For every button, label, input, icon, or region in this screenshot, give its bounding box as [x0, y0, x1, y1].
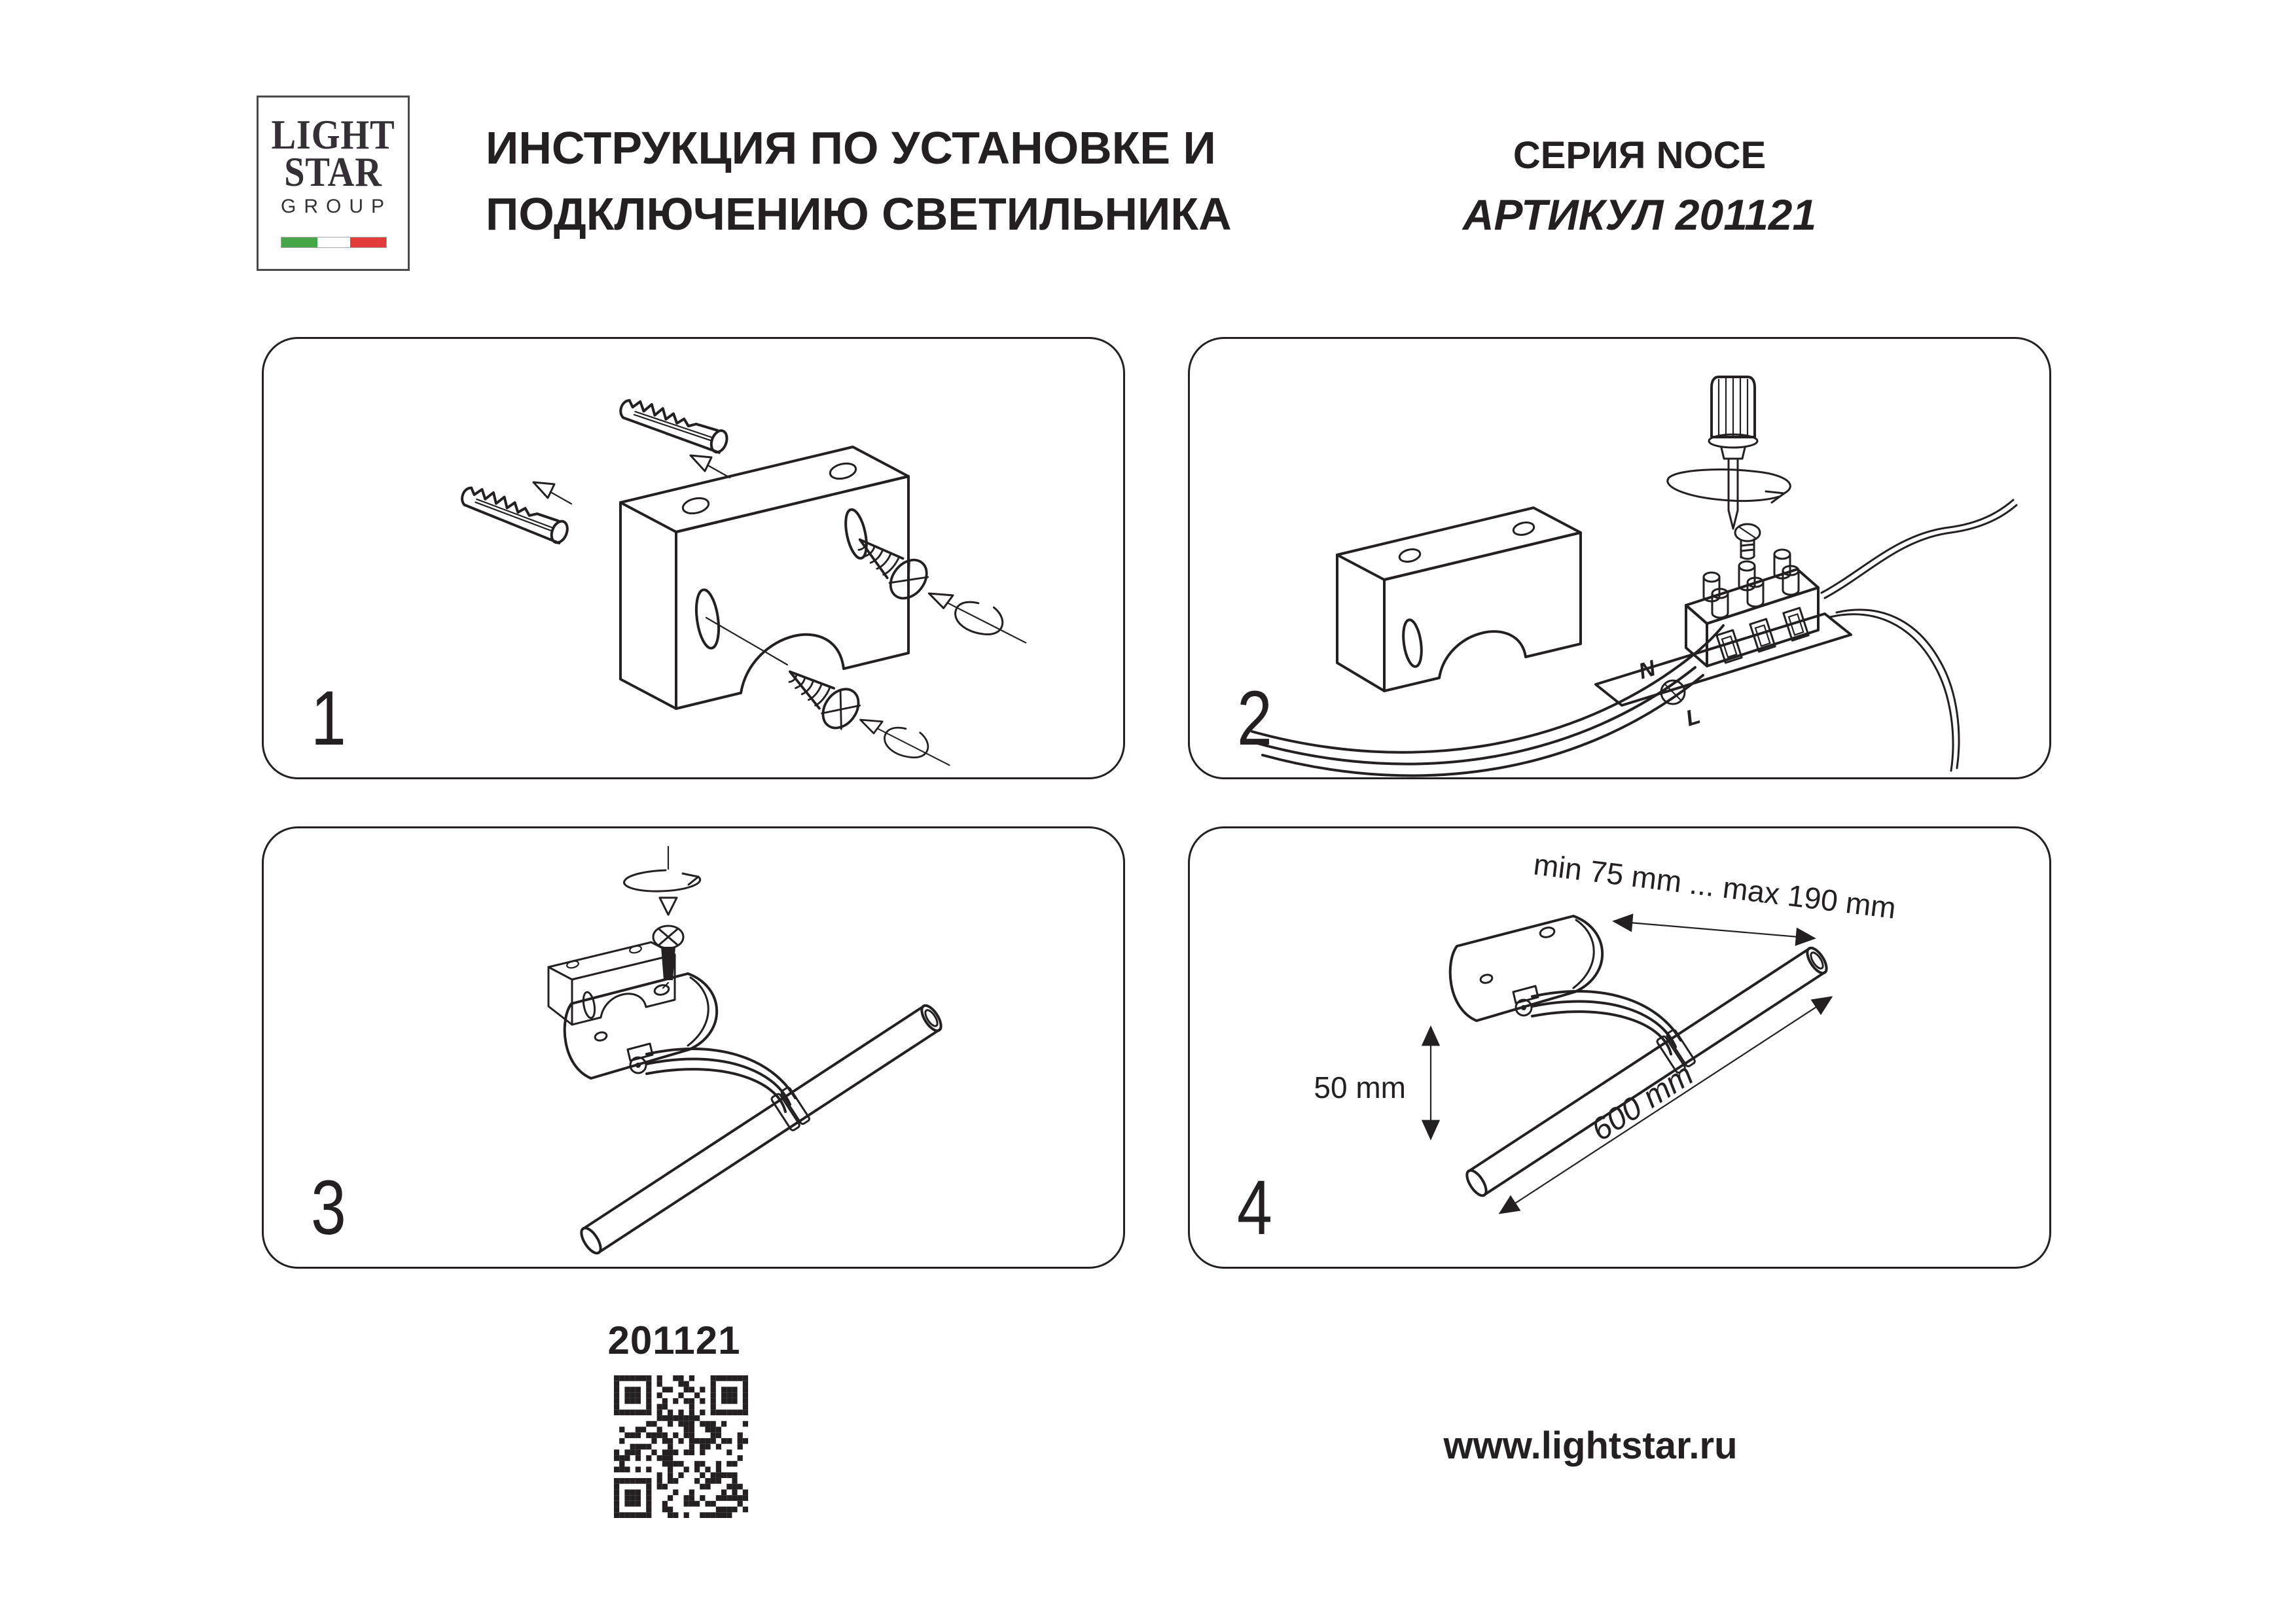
mains-cable-icon — [1252, 626, 1723, 775]
step-1-drawing — [264, 339, 1123, 777]
step-number: 2 — [1237, 675, 1272, 762]
screwdriver-icon — [1709, 377, 1757, 529]
step-4-drawing — [1190, 828, 2049, 1267]
title-line-1: ИНСТРУКЦИЯ ПО УСТАНОВКЕ И — [486, 122, 1216, 173]
italian-flag-icon — [281, 237, 387, 248]
step-1-panel — [262, 337, 1125, 779]
wire-label-l: L — [1683, 703, 1704, 732]
page-title — [486, 115, 1232, 247]
step-2-drawing — [1190, 339, 2049, 777]
down-arrow-icon — [660, 898, 677, 915]
wall-anchor-icon — [618, 395, 730, 455]
logo-text-group: GROUP — [280, 196, 392, 217]
wire-label-n: N — [1636, 656, 1659, 684]
wall-bracket-icon — [1337, 508, 1581, 691]
terminal-screw-icon — [1735, 524, 1760, 559]
insert-arrow-icon — [533, 482, 571, 504]
article-label: АРТИКУЛ 201121 — [1462, 190, 1817, 239]
rotation-arrow-icon — [854, 706, 956, 777]
picture-light-icon — [565, 974, 945, 1256]
step-3-panel — [262, 826, 1125, 1269]
series-label: СЕРИЯ NOCE — [1513, 134, 1767, 177]
rotation-arrow-icon — [624, 847, 700, 891]
screw-icon — [846, 523, 934, 606]
title-line-2: ПОДКЛЮЧЕНИЮ СВЕТИЛЬНИКА — [486, 188, 1232, 239]
dimension-height-label: 50 mm — [1314, 1070, 1406, 1104]
step-number: 1 — [311, 675, 346, 762]
step-3-drawing — [264, 828, 1123, 1267]
logo-text-light: LIGHT — [271, 111, 395, 158]
dimension-range-label: min 75 mm ... max 190 mm — [1532, 847, 1898, 925]
step-2-panel — [1188, 337, 2051, 779]
dimension-length-label: 600 mm — [1585, 1057, 1700, 1148]
step-number: 3 — [311, 1165, 346, 1251]
terminal-block-icon — [1686, 550, 1818, 666]
wall-anchor-icon — [459, 482, 571, 545]
logo-text-star: STAR — [284, 149, 382, 195]
rotation-arrow-icon — [922, 578, 1033, 656]
website-url: www.lightstar.ru — [1443, 1424, 1738, 1467]
insert-arrow-icon — [691, 455, 730, 478]
footer-article-number: 201121 — [607, 1318, 741, 1362]
lightstar-logo — [257, 96, 410, 271]
dimension-arrow-icon — [1614, 921, 1814, 938]
qr-code — [614, 1375, 748, 1518]
step-number: 4 — [1237, 1165, 1272, 1251]
wall-bracket-icon — [620, 447, 908, 709]
picture-light-icon — [1450, 916, 1831, 1199]
step-4-panel — [1188, 826, 2051, 1269]
